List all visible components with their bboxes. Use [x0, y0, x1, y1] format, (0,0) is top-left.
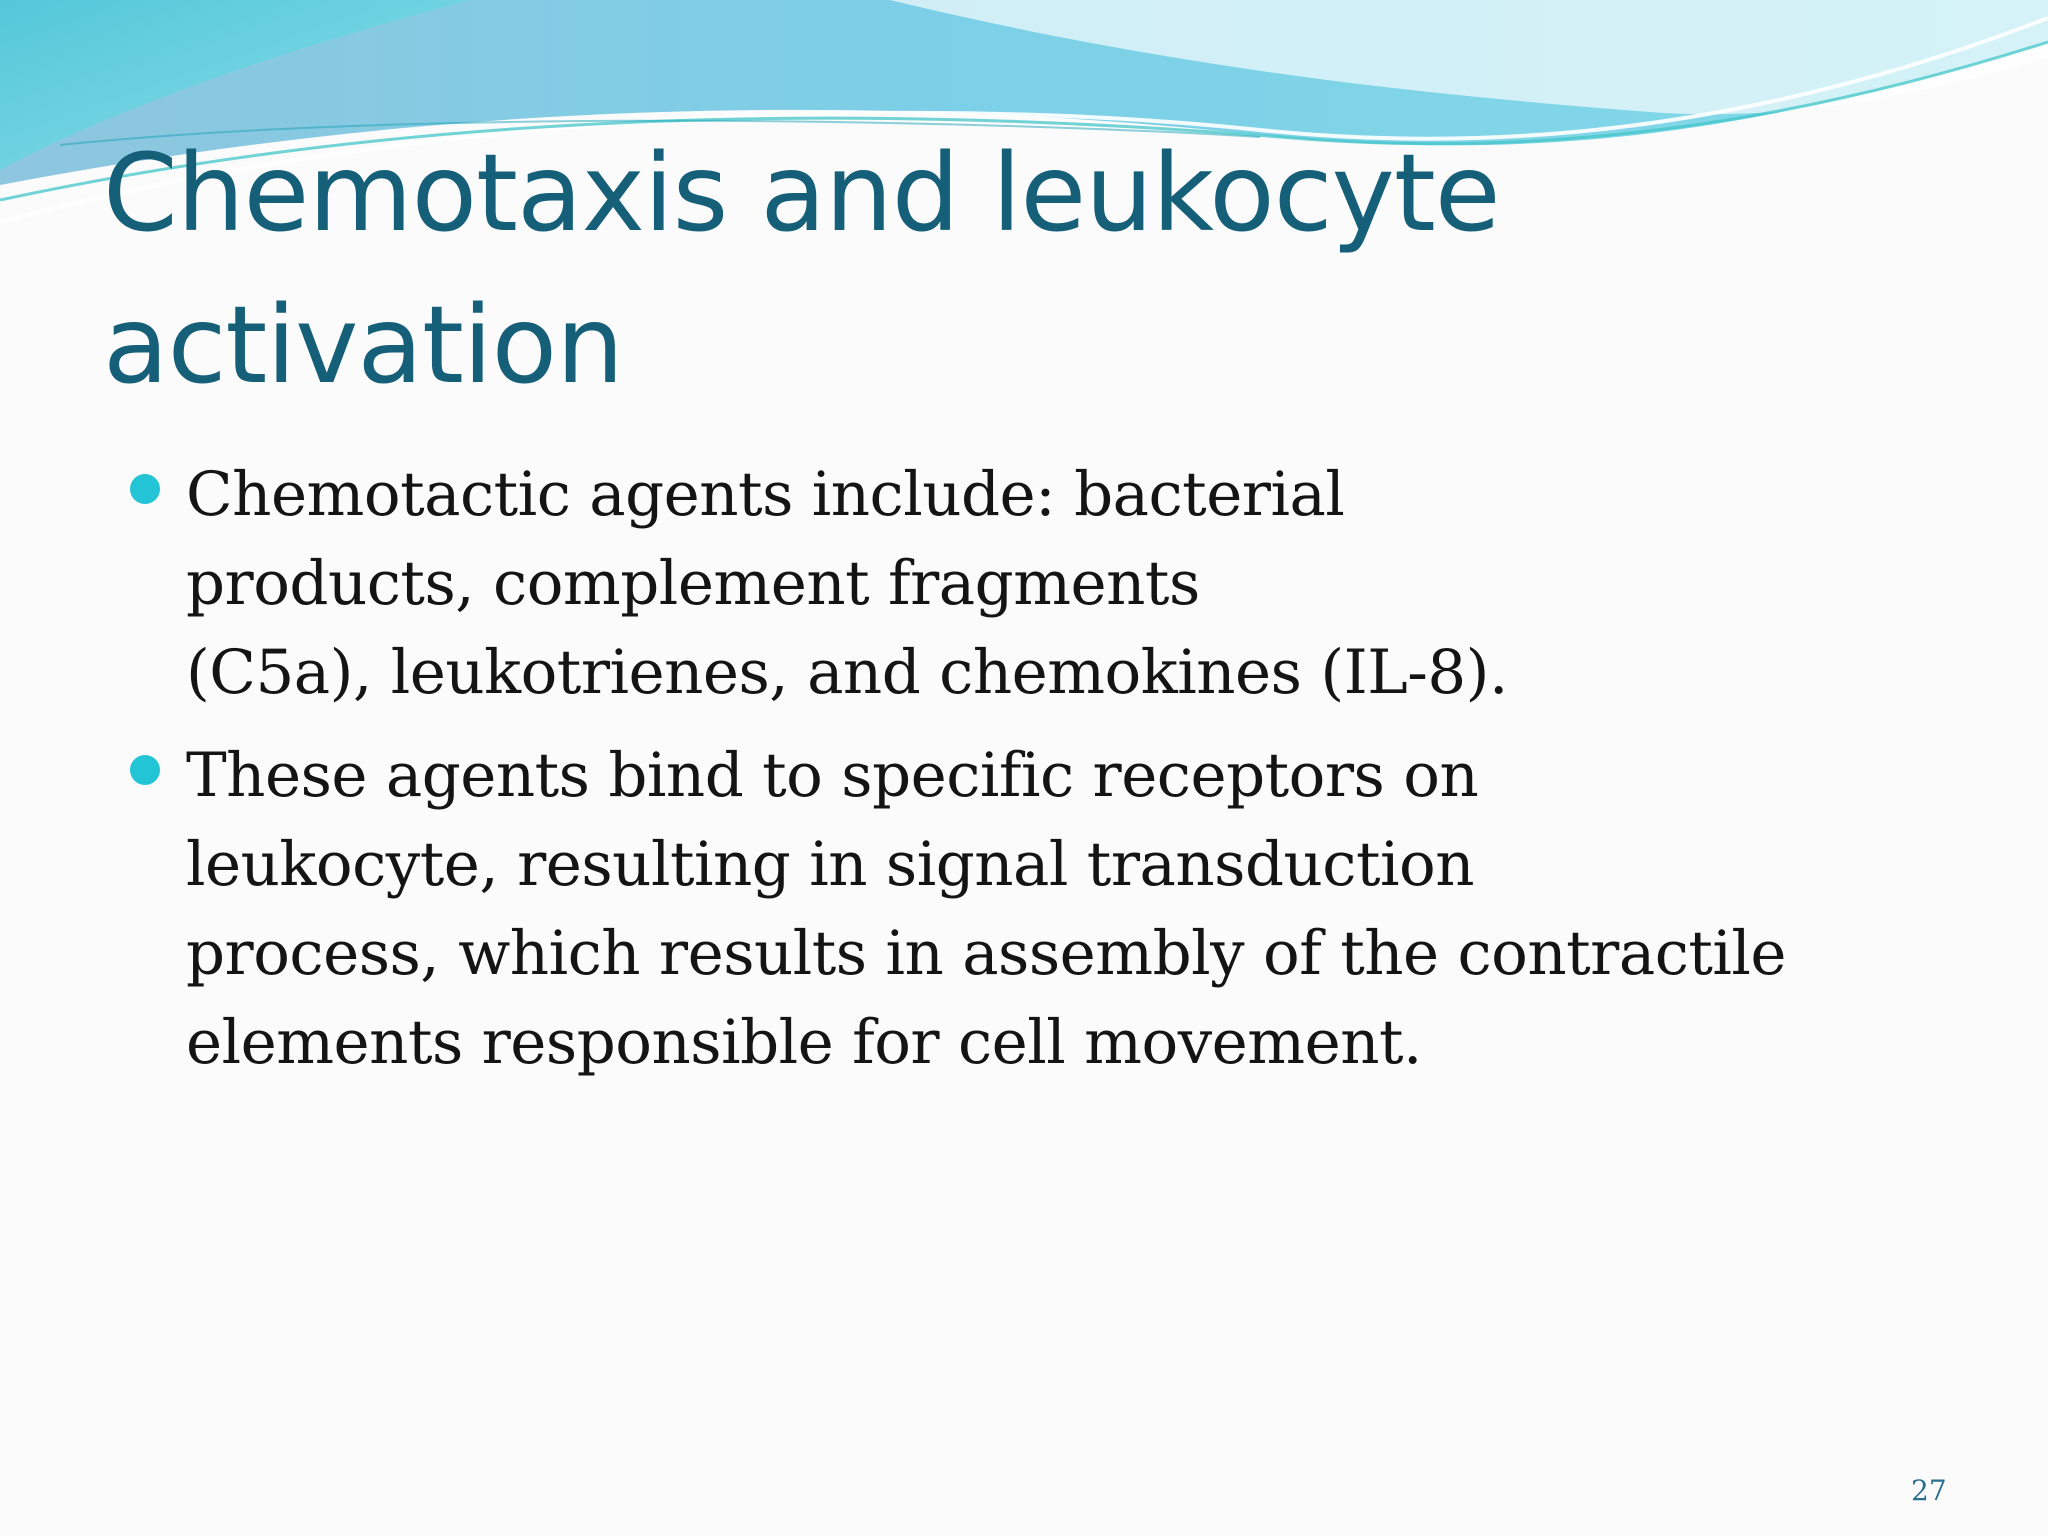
bullet-text: These agents bind to specific receptors on leukocyte, resulting in signal transduction process, which results in assembly of the contractile elements responsible for cell movement.: [186, 740, 1787, 1078]
circle-bullet-icon: [130, 474, 160, 504]
circle-bullet-icon: [130, 755, 160, 785]
bullet-item: [130, 731, 1930, 1087]
page-number: 27: [1911, 1474, 1947, 1507]
slide-title: Chemotaxis and leukocyte activation: [103, 132, 1500, 408]
bullet-text: Chemotactic agents include: bacterial products, complement fragments (C5a), leukotrienes, and chemokines (IL-8).: [186, 459, 1508, 708]
bullet-item: [130, 450, 1930, 717]
bullet-list: [130, 450, 1930, 1101]
